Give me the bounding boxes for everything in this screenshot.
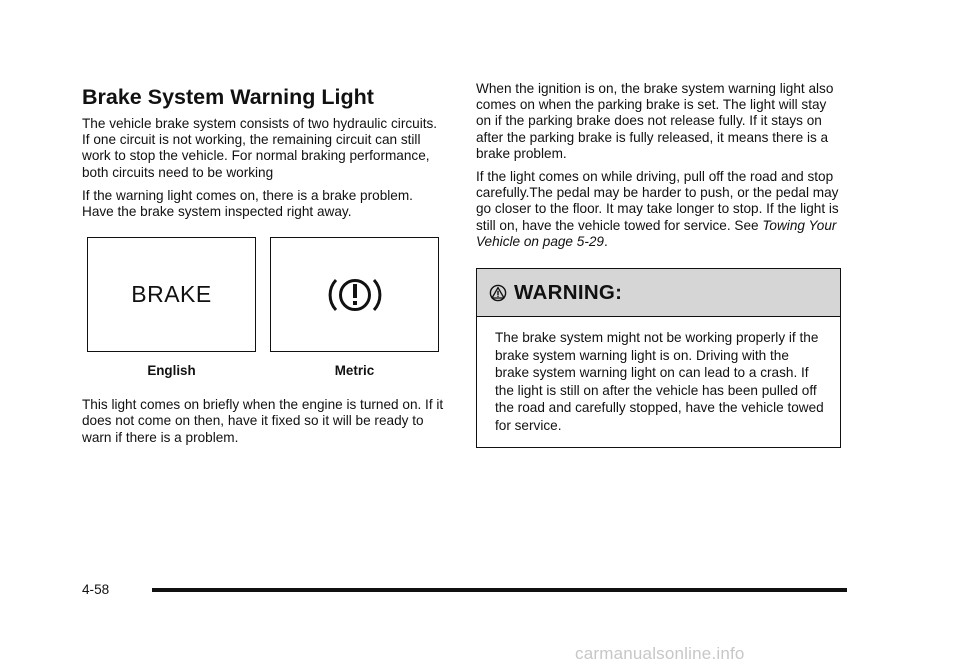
driving-text: If the light comes on while driving, pull off the road and stop carefully.The pedal may be harder to push, or the pedal may go closer to the floor. It may take longer to stop. If the light is still on, have the vehicle towed for service. See [476,169,839,233]
warning-header [477,269,840,317]
warning-triangle-icon [489,284,507,302]
warning-text: The brake system might not be working properly if the brake system warning light is on. Driving with the brake system warning light on can lead to a crash. If the light is still on after the vehicle has been pulled off the road and carefully stopped, have the vehicle towed for service. [495,330,824,433]
brake-warning-circle-exclamation-icon [322,270,388,320]
brake-text-symbol: BRAKE [131,281,212,308]
english-symbol-box [87,237,256,352]
driving-text-end: . [603,233,608,249]
footer-rule [152,588,847,592]
warning-title: WARNING: [514,280,623,304]
warning-light-figures [82,237,447,385]
right-column [476,81,841,448]
towing-reference-link[interactable]: Towing Your Vehicle on page 5-29 [476,217,837,249]
metric-symbol-box [270,237,439,352]
paragraph-light-comes-on-briefly: This light comes on briefly when the engine is turned on. If it does not come on then, have it fixed so it will be ready to warn if there is a problem. [82,397,444,445]
section-heading: Brake System Warning Light [82,85,374,109]
paragraph-parking-brake: When the ignition is on, the brake system warning light also comes on when the parking brake is set. The light will stay on if the parking brake does not release fully. If it stays on after the parking brake is fully released, it means there is a brake problem. [476,81,834,161]
paragraph-while-driving [476,169,841,250]
english-caption: English [147,363,196,379]
left-column [82,84,447,453]
paragraph-hydraulic-circuits: The vehicle brake system consists of two hydraulic circuits. If one circuit is not working, the remaining circuit can still work to stop the vehicle. For normal braking performance, both circuits need to be working [82,116,438,180]
watermark: carmanualsonline.info [575,644,745,663]
paragraph-warning-light-on: If the warning light comes on, there is a brake problem. Have the brake system inspected right away. [82,187,413,220]
warning-box [476,268,841,448]
metric-caption: Metric [334,363,375,379]
page-number: 4-58 [82,582,110,597]
